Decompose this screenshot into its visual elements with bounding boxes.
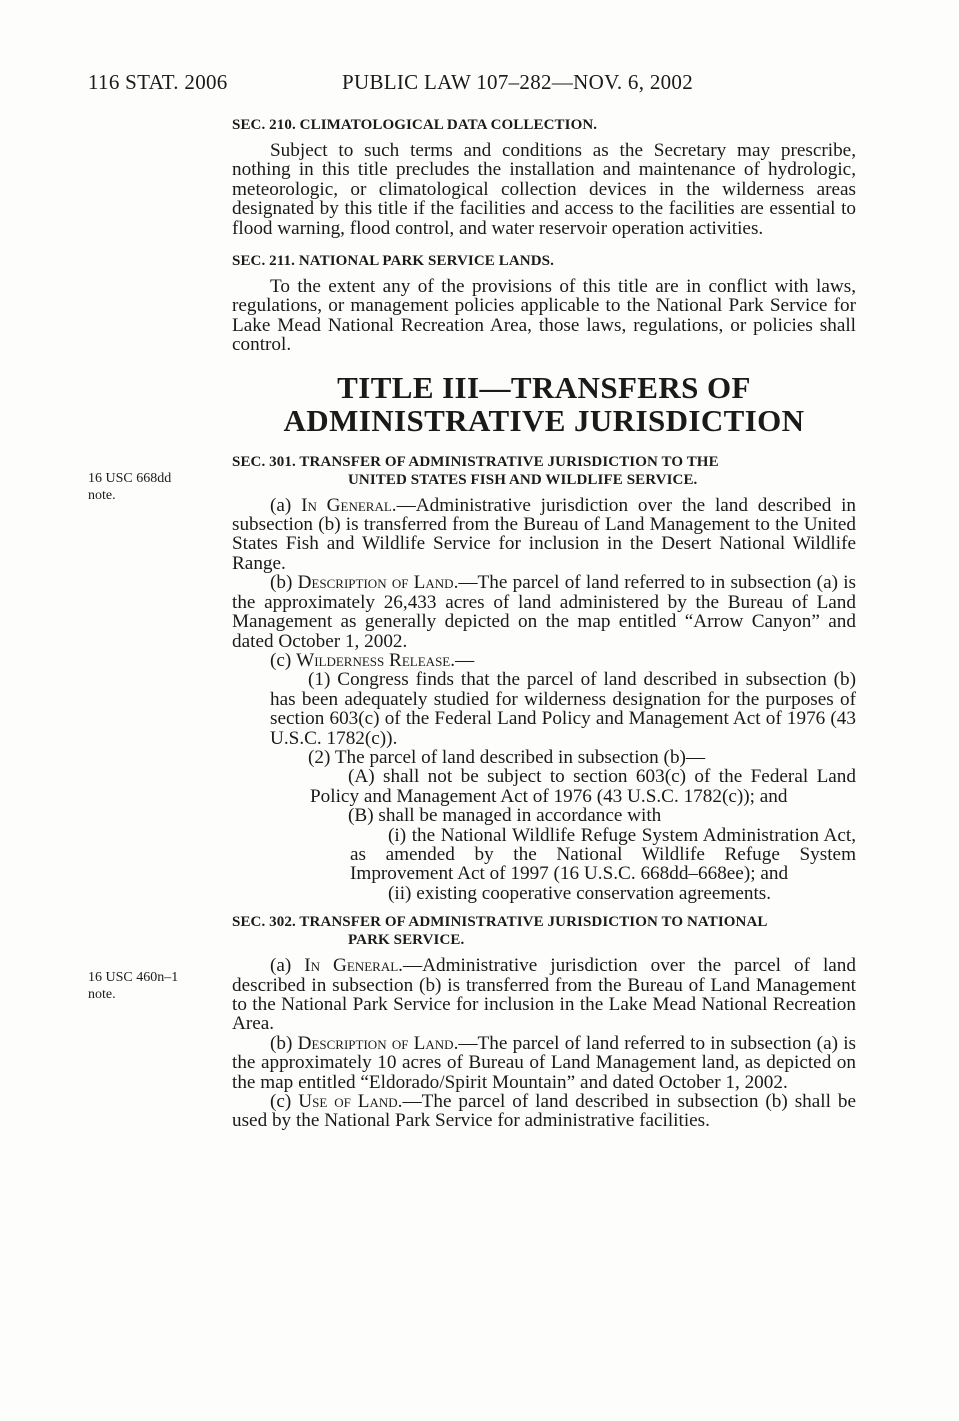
section-heading-301	[232, 453, 856, 489]
margin-note-citation: 16 USC 668dd	[88, 471, 172, 486]
clause-301-c-2-B-ii: (ii) existing cooperative conservation agreements.	[388, 882, 772, 904]
page-body	[232, 116, 856, 1131]
section-heading-210: SEC. 210. CLIMATOLOGICAL DATA COLLECTION.	[232, 117, 598, 133]
subsection-302-b	[232, 1034, 856, 1092]
paragraph-301-c-2: (2) The parcel of land described in subsection (b)—	[308, 746, 706, 768]
section-heading-301-line2: UNITED STATES FISH AND WILDLIFE SERVICE.	[348, 471, 698, 488]
subsection-caption: In General	[304, 955, 399, 977]
section-heading-301-line1: SEC. 301. TRANSFER OF ADMINISTRATIVE JURISDICTION TO THE	[232, 453, 719, 470]
public-law-citation: PUBLIC LAW 107–282—NOV. 6, 2002	[342, 70, 694, 94]
margin-note-suffix: note.	[88, 488, 116, 503]
section-211-text: To the extent any of the provisions of this title are in conflict with laws, regulations, or management policies applicable to the National Park Service for Lake Mead National Recreation Area, those laws, regulations, or policies shall control.	[232, 276, 856, 356]
section-heading-302-line1: SEC. 302. TRANSFER OF ADMINISTRATIVE JURISDICTION TO NATIONAL	[232, 914, 768, 931]
subsection-302-c	[232, 1092, 856, 1131]
section-heading-302-line2: PARK SERVICE.	[348, 932, 465, 949]
subsection-text: .—The parcel of land referred to in subsection (a) is the approximately 10 acres of Bureau of Land Management land, as depicted on the map entitled “Eldorado/Spirit Mountain” and dated October 1, 2002.	[232, 1032, 857, 1093]
subsection-label: (b)	[270, 572, 298, 594]
margin-note-sec302	[88, 969, 218, 1003]
title-heading	[232, 371, 856, 437]
clause-301-c-2-B-i: (i) the National Wildlife Refuge System Administration Act, as amended by the National Wildlife Refuge System Improvement Act of 1997 (16 U.S.C. 668dd–668ee); and	[350, 824, 856, 885]
subsection-label: (b)	[270, 1032, 298, 1054]
subsection-caption: In General	[301, 494, 392, 516]
section-210-text: Subject to such terms and conditions as the Secretary may prescribe, nothing in this title precludes the installation and maintenance of hydrologic, meteorologic, or climatological collection devices in the wilderness areas designated by this title if the facilities and access to the facilities are essential to flood warning, flood control, and water reservoir operation activities.	[232, 140, 856, 239]
statute-page-number: 116 STAT. 2006	[88, 70, 228, 94]
margin-note-suffix: note.	[88, 987, 116, 1002]
subsection-text: .—Administrative jurisdiction over the parcel of land described in subsection (b) is transferred from the Bureau of Land Management to the National Park Service for inclusion in the Lake Mead National Recreation Area.	[232, 955, 856, 1035]
subsection-caption: Description of Land	[297, 572, 454, 594]
subparagraph-301-c-2-A: (A) shall not be subject to section 603(c) of the Federal Land Policy and Management Act of 1976 (43 U.S.C. 1782(c)); and	[310, 766, 856, 807]
title-heading-line1: TITLE III—TRANSFERS OF	[337, 369, 751, 405]
subsection-text: .—The parcel of land referred to in subsection (a) is the approximately 26,433 acres of land administered by the Bureau of Land Management as generally depicted on the map entitled “Arrow Canyon” and dated October 1, 2002.	[232, 572, 857, 652]
margin-note-sec301	[88, 470, 218, 504]
subsection-301-c	[232, 651, 856, 670]
subsection-text: .—The parcel of land described in subsection (b) shall be used by the National Park Service for administrative facilities.	[232, 1091, 857, 1132]
subsection-label: (a)	[270, 494, 302, 516]
subsection-301-b	[232, 573, 856, 651]
subsection-caption: Description of Land	[297, 1032, 454, 1054]
margin-note-citation: 16 USC 460n–1	[88, 970, 179, 985]
subsection-text: .—Administrative jurisdiction over the land described in subsection (b) is transferred from the Bureau of Land Management to the United States Fish and Wildlife Service for inclusion in the Desert National Wildlife Range.	[232, 494, 857, 574]
subsection-label: (c)	[270, 649, 297, 671]
section-heading-211: SEC. 211. NATIONAL PARK SERVICE LANDS.	[232, 253, 554, 270]
title-heading-line2: ADMINISTRATIVE JURISDICTION	[283, 402, 805, 438]
subsection-label: (a)	[270, 955, 305, 977]
section-heading-302	[232, 913, 856, 949]
subsection-label: (c)	[270, 1091, 299, 1113]
subsection-caption: Use of Land	[298, 1091, 398, 1113]
subsection-caption: Wilderness Release	[296, 649, 451, 671]
subsection-302-a	[232, 956, 856, 1034]
subsection-301-a	[232, 496, 856, 574]
subparagraph-301-c-2-B: (B) shall be managed in accordance with	[348, 805, 662, 827]
paragraph-301-c-1: (1) Congress finds that the parcel of land described in subsection (b) has been adequately studied for wilderness designation for the purposes of section 603(c) of the Federal Land Policy and Management Act of 1976 (43 U.S.C. 1782(c)).	[270, 669, 856, 749]
subsection-text: .—	[450, 649, 475, 671]
